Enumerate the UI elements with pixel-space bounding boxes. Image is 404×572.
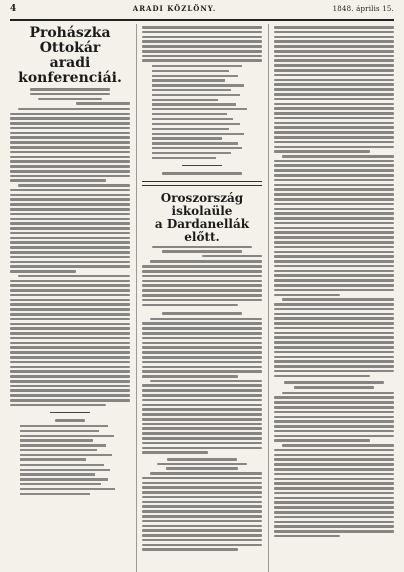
section-divider-1	[50, 412, 90, 413]
article-dateline-2	[142, 255, 262, 258]
article-body-3d	[274, 392, 394, 442]
columns	[10, 24, 394, 572]
page-number: 4	[10, 4, 17, 14]
article-body-2b	[142, 260, 262, 306]
article-body-3a	[274, 26, 394, 153]
article-body-1b	[10, 184, 130, 273]
article-title-1-line1: Prohászka Ottokár	[29, 25, 111, 56]
header-rule	[10, 19, 394, 21]
poem-1	[20, 425, 130, 461]
column-2	[136, 24, 262, 572]
section-heading-3	[142, 458, 262, 461]
paper-title: ARADI KÖZLÖNY.	[132, 4, 217, 13]
poem-2	[20, 464, 130, 495]
article-body-1a	[10, 108, 130, 182]
section-heading-1	[10, 419, 130, 422]
section-heading-2	[142, 312, 262, 315]
issue-date: 1848. április 15.	[332, 5, 394, 13]
article-title-1-line2: aradi konferenciái.	[18, 55, 122, 86]
column-3	[268, 24, 394, 572]
article-subtitle-2	[142, 246, 262, 253]
section-heading-4	[274, 381, 394, 388]
article-title-2-line2: a Dardanellák előtt.	[154, 216, 250, 244]
article-body-2d	[142, 380, 262, 454]
article-body-2c	[142, 318, 262, 378]
section-divider-2	[182, 165, 222, 166]
article-title-1	[10, 26, 130, 86]
article-body-1c	[10, 275, 130, 407]
article-dateline-1	[10, 102, 130, 105]
poem-4	[152, 123, 262, 159]
article-title-2-line1: Oroszország iskolaüle	[160, 190, 244, 218]
signature-line	[162, 172, 242, 175]
article-body-3e	[274, 444, 394, 537]
article-body-2a	[142, 26, 262, 62]
article-body-2e	[142, 472, 262, 551]
page-header	[10, 4, 394, 17]
poem-3	[152, 65, 262, 120]
article-body-3c	[274, 298, 394, 377]
section-double-rule	[142, 181, 262, 186]
article-subtitle-1	[10, 88, 130, 100]
section-subheading-3	[157, 463, 247, 470]
article-title-2	[142, 192, 262, 244]
column-1	[10, 24, 130, 572]
article-body-3b	[274, 155, 394, 296]
